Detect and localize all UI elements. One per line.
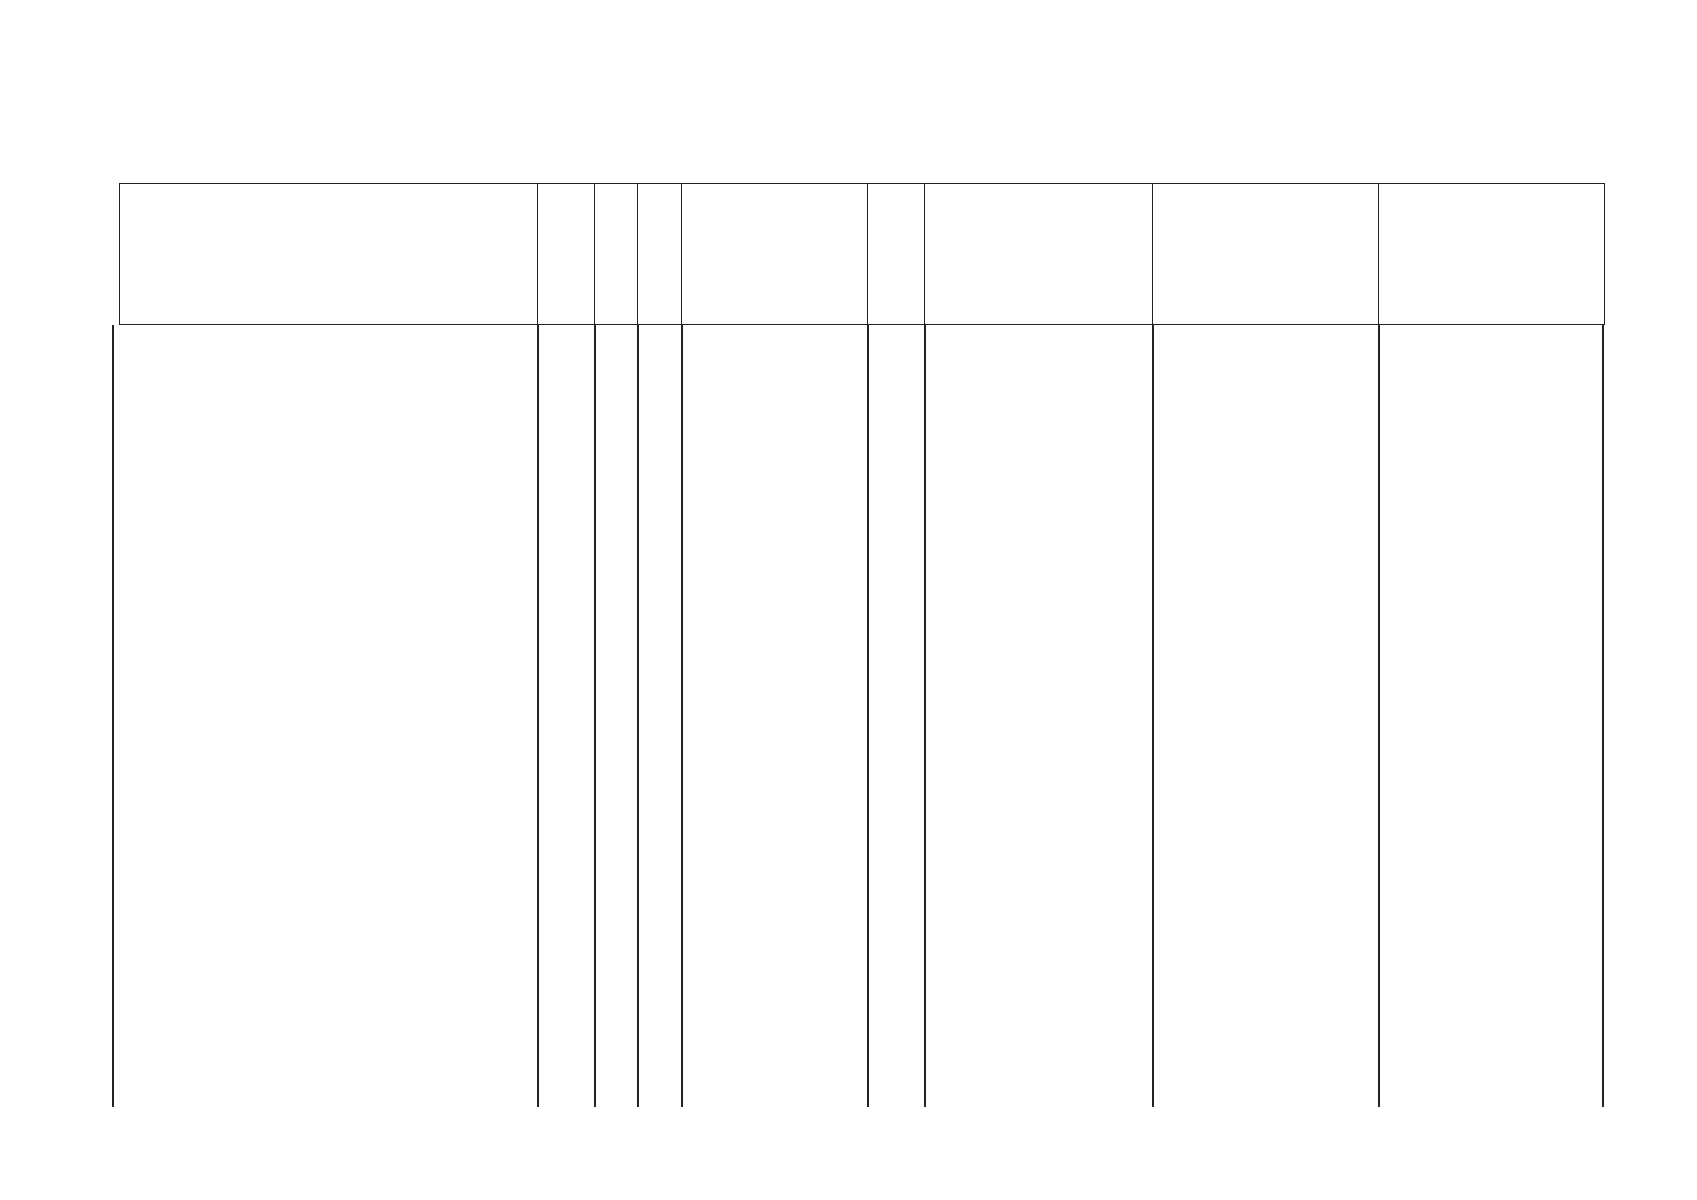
col-divider bbox=[1152, 325, 1154, 1107]
col-divider bbox=[681, 325, 683, 1107]
col-divider bbox=[637, 325, 639, 1107]
col-divider bbox=[924, 325, 926, 1107]
budget-table bbox=[119, 183, 1605, 1107]
header-section bbox=[595, 184, 638, 324]
col-divider bbox=[112, 325, 114, 1107]
col-divider bbox=[867, 325, 869, 1107]
header-dept bbox=[538, 184, 595, 324]
table-header bbox=[119, 183, 1605, 325]
header-subsection bbox=[638, 184, 682, 324]
header-name bbox=[120, 184, 538, 324]
col-divider bbox=[594, 325, 596, 1107]
col-divider bbox=[1602, 325, 1604, 1107]
header-2025 bbox=[925, 184, 1153, 324]
header-target bbox=[682, 184, 868, 324]
col-divider bbox=[1378, 325, 1380, 1107]
header-2026 bbox=[1153, 184, 1379, 324]
table-body bbox=[119, 325, 1605, 1107]
col-divider bbox=[537, 325, 539, 1107]
header-group bbox=[868, 184, 925, 324]
header-2027 bbox=[1379, 184, 1606, 324]
